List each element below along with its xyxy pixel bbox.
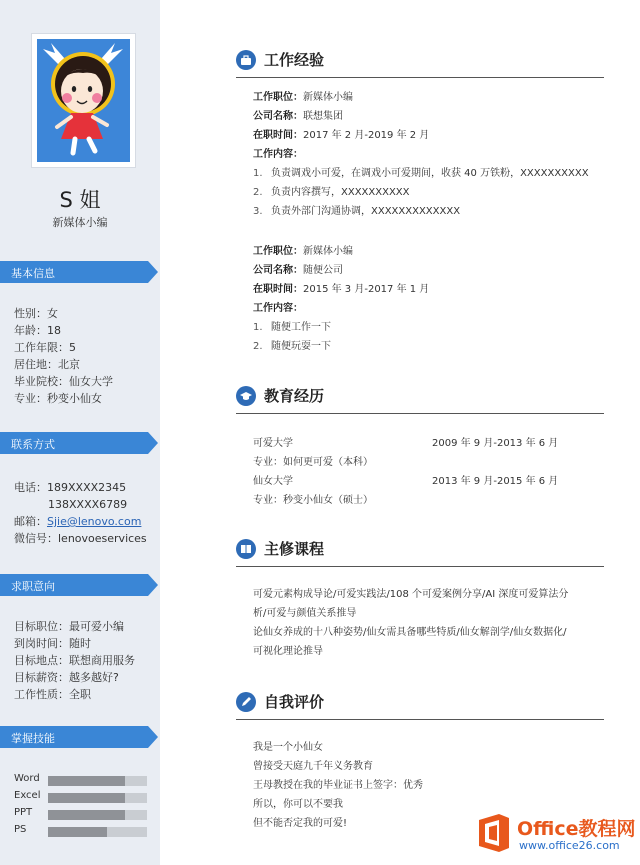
skill-ps <box>14 824 149 841</box>
list-item <box>253 164 589 183</box>
edu-school: 仙女大学 <box>253 476 293 487</box>
banner-label: 掌握技能 <box>11 732 55 745</box>
skill-label: PPT <box>14 807 33 818</box>
self-eval-line: 曾接受天庭九千年义务教育 <box>253 761 373 772</box>
skill-bar <box>48 776 147 786</box>
education-list <box>253 434 593 510</box>
list-number: 1. <box>253 168 263 179</box>
job-company-row <box>253 107 589 126</box>
section-banner-intent <box>0 574 160 596</box>
field-label: 工作职位： <box>253 246 303 257</box>
skill-label: PS <box>14 824 27 835</box>
section-header-education <box>236 384 604 414</box>
intent-location: 目标地点：联想商用服务 <box>14 654 135 667</box>
list-item <box>253 318 429 337</box>
watermark-url: www.office26.com <box>519 839 620 852</box>
list-text: 负责调戏小可爱，在调戏小可爱期间，收获 40 万铁粉，XXXXXXXXXX <box>271 168 589 179</box>
edu-school-row <box>253 472 593 491</box>
intent-list <box>14 618 135 703</box>
intent-position: 目标职位：最可爱小编 <box>14 620 124 633</box>
self-eval-line: 但不能否定我的可爱! <box>253 818 348 829</box>
job-content-label-row <box>253 299 429 318</box>
field-label: 公司名称： <box>253 111 303 122</box>
book-icon <box>236 539 256 559</box>
course-line: 可视化理论推导 <box>253 646 323 657</box>
course-line: 论仙女养成的十八种姿势/仙女需具备哪些特质/仙女解剖学/仙女数据化/ <box>253 627 567 638</box>
field-label: 工作职位： <box>253 92 303 103</box>
skill-bar-fill <box>48 827 107 837</box>
job-company-row <box>253 261 429 280</box>
intent-start: 到岗时间：随时 <box>14 637 91 650</box>
office-logo-watermark <box>475 812 635 858</box>
email-link[interactable]: Sjie@lenovo.com <box>47 515 142 528</box>
course-line: 析/可爱与颜值关系推导 <box>253 608 357 619</box>
sidebar <box>0 0 160 865</box>
skill-bar-fill <box>48 776 125 786</box>
banner-label: 基本信息 <box>11 267 55 280</box>
self-eval-line: 王母教授在我的毕业证书上签字：优秀 <box>253 780 423 791</box>
job-position-row <box>253 88 589 107</box>
section-header-self-eval <box>236 690 604 720</box>
self-eval-line: 我是一个小仙女 <box>253 742 323 753</box>
contact-phone: 电话：189XXXX2345 <box>14 481 127 494</box>
contact-list <box>14 479 147 547</box>
info-school: 毕业院校：仙女大学 <box>14 375 113 388</box>
skill-bar <box>48 827 147 837</box>
cartoon-girl-illustration <box>37 39 130 162</box>
edu-period: 2009 年 9 月-2013 年 6 月 <box>432 438 559 449</box>
list-text: 负责内容撰写，XXXXXXXXXX <box>271 187 410 198</box>
email-label: 邮箱： <box>14 515 47 528</box>
job-company: 随便公司 <box>303 265 343 276</box>
list-number: 3. <box>253 206 263 217</box>
section-title: 工作经验 <box>264 51 325 69</box>
info-years: 工作年限：5 <box>14 341 76 354</box>
list-number: 2. <box>253 187 263 198</box>
graduation-cap-icon <box>236 386 256 406</box>
skill-label: Word <box>14 773 40 784</box>
briefcase-icon <box>236 50 256 70</box>
job-position: 新媒体小编 <box>303 246 353 257</box>
banner-label: 求职意向 <box>11 580 55 593</box>
skill-bar <box>48 793 147 803</box>
skill-label: Excel <box>14 790 41 801</box>
skill-bar <box>48 810 147 820</box>
contact-email-row <box>14 513 147 530</box>
basic-info-list <box>14 305 113 407</box>
job-entry-2 <box>253 242 429 356</box>
field-label: 在职时间： <box>253 284 303 295</box>
list-item <box>253 183 589 202</box>
info-gender: 性别：女 <box>14 307 58 320</box>
intent-type: 工作性质：全职 <box>14 688 91 701</box>
edu-school-row <box>253 434 593 453</box>
section-banner-basic <box>0 261 160 283</box>
watermark-brand: Office教程网 <box>517 818 636 840</box>
banner-label: 联系方式 <box>11 438 55 451</box>
edu-major: 专业：秒变小仙女（硕士） <box>253 495 373 506</box>
skill-bar-fill <box>48 793 125 803</box>
job-company: 联想集团 <box>303 111 343 122</box>
main-content <box>160 0 640 865</box>
course-line: 可爱元素构成导论/可爱实践法/108 个可爱案例分享/AI 深度可爱算法分 <box>253 589 569 600</box>
job-time-row <box>253 280 429 299</box>
office-logo-icon <box>475 812 513 854</box>
field-label: 工作内容： <box>253 303 303 314</box>
list-number: 1. <box>253 322 263 333</box>
job-entry-1 <box>253 88 589 221</box>
info-residence: 居住地：北京 <box>14 358 80 371</box>
pencil-icon <box>236 692 256 712</box>
edu-major: 专业：如何更可爱（本科） <box>253 457 373 468</box>
self-eval-line: 所以，你可以不要我 <box>253 799 343 810</box>
field-label: 在职时间： <box>253 130 303 141</box>
section-title: 自我评价 <box>264 693 325 711</box>
avatar <box>31 33 136 168</box>
section-banner-skills <box>0 726 160 748</box>
job-content-label-row <box>253 145 589 164</box>
list-text: 随便工作一下 <box>271 322 331 333</box>
contact-wechat: 微信号：lenovoeservices <box>14 532 147 545</box>
skill-bar-fill <box>48 810 125 820</box>
section-title: 教育经历 <box>264 387 325 405</box>
info-age: 年龄：18 <box>14 324 61 337</box>
section-header-courses <box>236 537 604 567</box>
edu-period: 2013 年 9 月-2015 年 6 月 <box>432 476 559 487</box>
skills-list <box>14 773 149 841</box>
field-label: 工作内容： <box>253 149 303 160</box>
course-text <box>253 585 603 661</box>
job-position: 新媒体小编 <box>303 92 353 103</box>
list-text: 随便玩耍一下 <box>271 341 331 352</box>
job-time: 2015 年 3 月-2017 年 1 月 <box>303 284 430 295</box>
person-name: S 姐 <box>59 188 101 212</box>
contact-phone-2: 138XXXX6789 <box>48 498 128 511</box>
section-title: 主修课程 <box>264 540 325 558</box>
list-item <box>253 337 429 356</box>
job-time: 2017 年 2 月-2019 年 2 月 <box>303 130 430 141</box>
intent-salary: 目标薪资：越多越好? <box>14 671 119 684</box>
section-banner-contact <box>0 432 160 454</box>
section-header-work <box>236 48 604 78</box>
field-label: 公司名称： <box>253 265 303 276</box>
list-number: 2. <box>253 341 263 352</box>
edu-school: 可爱大学 <box>253 438 293 449</box>
job-time-row <box>253 126 589 145</box>
skill-ppt <box>14 807 149 824</box>
list-item <box>253 202 589 221</box>
job-position-row <box>253 242 429 261</box>
list-text: 负责外部门沟通协调，XXXXXXXXXXXXX <box>271 206 461 217</box>
person-title: 新媒体小编 <box>52 216 108 229</box>
skill-excel <box>14 790 149 807</box>
skill-word <box>14 773 149 790</box>
info-major: 专业：秒变小仙女 <box>14 392 102 405</box>
